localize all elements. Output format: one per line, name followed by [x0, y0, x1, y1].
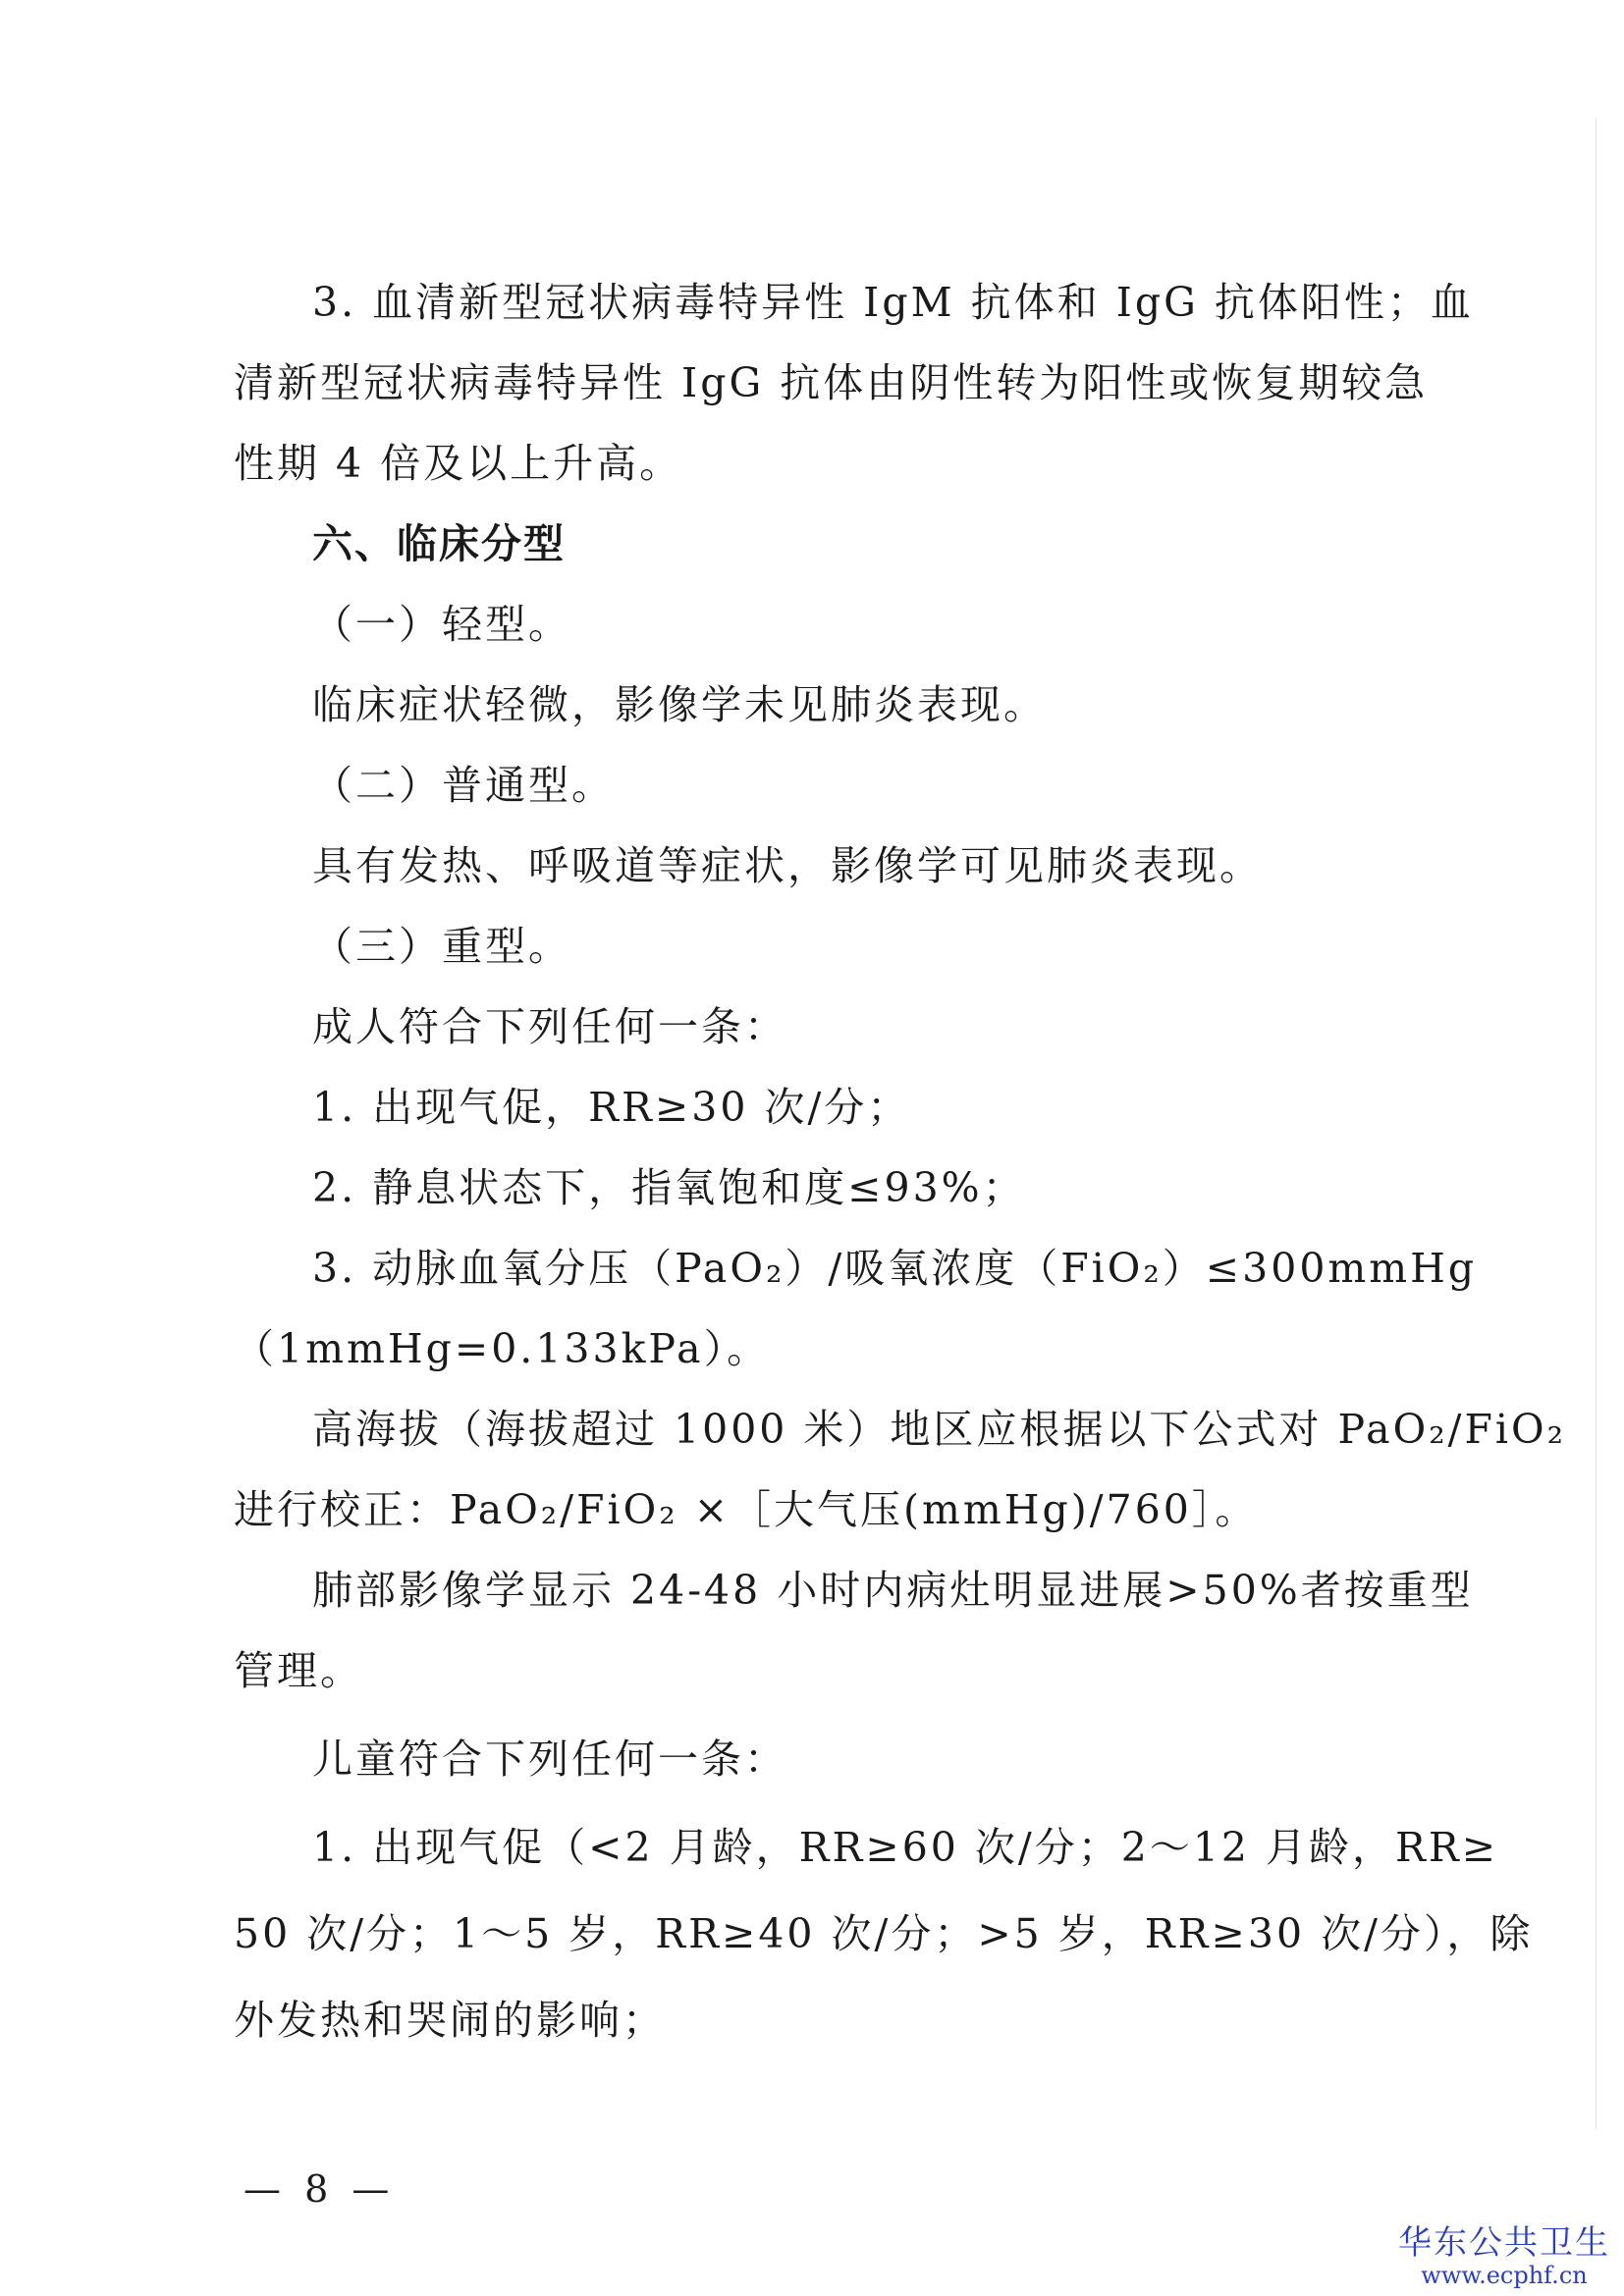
watermark-title: 华东公共卫生	[1398, 2223, 1610, 2263]
list-item: 3. 动脉血氧分压（PaO₂）/吸氧浓度（FiO₂）≤300mmHg	[312, 1245, 1478, 1292]
list-item: 1. 出现气促（<2 月龄，RR≥60 次/分；2～12 月龄，RR≥	[312, 1824, 1499, 1871]
list-item: 50 次/分；1～5 岁，RR≥40 次/分；>5 岁，RR≥30 次/分），除	[234, 1910, 1534, 1957]
subsection-heading: （一）轻型。	[312, 601, 571, 648]
paragraph-line: 清新型冠状病毒特异性 IgG 抗体由阴性转为阳性或恢复期较急	[234, 359, 1429, 406]
paragraph-line: 儿童符合下列任何一条：	[312, 1735, 787, 1783]
paragraph-line: 成人符合下列任何一条：	[312, 1003, 787, 1050]
list-item: 外发热和哭闹的影响；	[234, 1997, 666, 2044]
subsection-heading: （二）普通型。	[312, 762, 615, 809]
page-number: — 8 —	[244, 2167, 396, 2211]
paragraph-line: （1mmHg=0.133kPa）。	[234, 1325, 771, 1372]
paragraph-line: 进行校正：PaO₂/FiO₂ ×［大气压(mmHg)/760］。	[234, 1486, 1259, 1533]
section-heading: 六、临床分型	[312, 520, 566, 567]
paragraph-line: 性期 4 倍及以上升高。	[234, 440, 683, 487]
paragraph-line: 高海拔（海拔超过 1000 米）地区应根据以下公式对 PaO₂/FiO₂	[312, 1406, 1567, 1453]
paragraph-line: 管理。	[234, 1647, 363, 1694]
list-item: 2. 静息状态下，指氧饱和度≤93%；	[312, 1164, 1026, 1211]
page-edge	[1596, 118, 1597, 2130]
list-item: 1. 出现气促，RR≥30 次/分；	[312, 1084, 911, 1131]
watermark	[1398, 2224, 1610, 2290]
subsection-heading: （三）重型。	[312, 923, 571, 970]
paragraph-line: 肺部影像学显示 24-48 小时内病灶明显进展>50%者按重型	[312, 1567, 1474, 1614]
paragraph-line: 临床症状轻微，影像学未见肺炎表现。	[312, 681, 1047, 728]
paragraph-line: 3. 血清新型冠状病毒特异性 IgM 抗体和 IgG 抗体阳性；血	[312, 279, 1474, 326]
paragraph-line: 具有发热、呼吸道等症状，影像学可见肺炎表现。	[312, 842, 1263, 889]
watermark-url: www.ecphf.cn	[1421, 2262, 1588, 2290]
